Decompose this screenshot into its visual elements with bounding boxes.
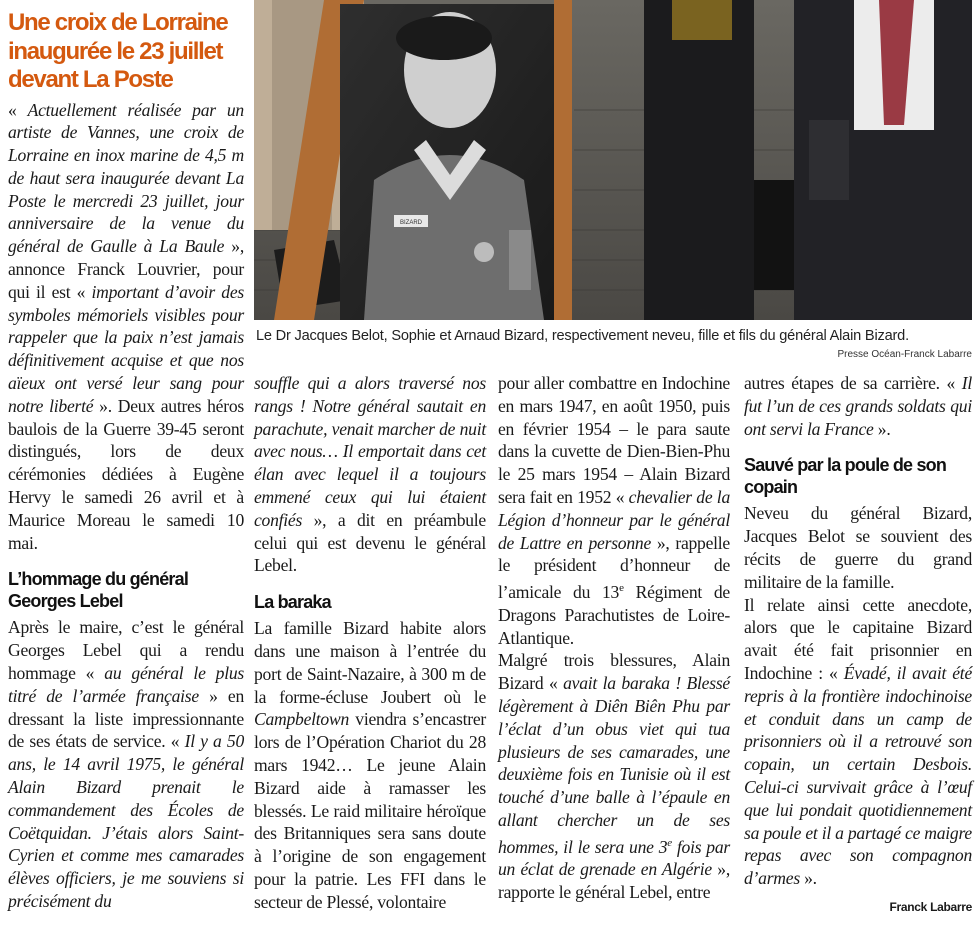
col4-paragraph-1 bbox=[744, 372, 972, 440]
photo-caption: Le Dr Jacques Belot, Sophie et Arnaud Bizard, respectivement neveu, fille et fils du général Alain Bizard. bbox=[256, 328, 909, 344]
text: La famille Bizard habite alors dans une maison à l’entrée du port de Saint-Nazaire, à 300 m de la forme-écluse Joubert où le bbox=[254, 618, 486, 707]
quote: Évadé, il avait été repris à la frontière indochinoise et conduit dans un camp de prisonniers où il a retrouvé son copain, un certain Desbois. Celui-ci survivait grâce à l’œuf que lui pondait quotidiennement sa poule et il a partagé ce maigre repas avec son compagnon d’armes bbox=[744, 662, 972, 889]
text: Neveu du général Bizard, Jacques Belot se souvient des récits de guerre du grand militaire de la famille. bbox=[744, 503, 972, 592]
ship-name: Campbeltown bbox=[254, 709, 349, 730]
quote: chevalier de la Légion d’honneur par le général de Lattre en personne bbox=[498, 486, 730, 553]
text: ». bbox=[873, 418, 891, 439]
text: « bbox=[8, 99, 28, 120]
col3-paragraph-2 bbox=[498, 649, 730, 904]
column-1 bbox=[8, 0, 244, 913]
column-4 bbox=[744, 372, 972, 914]
text: viendra s’encastrer lors de l’Opération Chariot du 28 mars 1942… Le jeune Alain Bizard aide à ramasser les blessés. Le raid militaire héroïque des Britanniques sera sans doute à l’origine de son engagement pour la patrie. Les FFI dans le secteur de Plessé, volontaire bbox=[254, 709, 486, 912]
col4-paragraph-2 bbox=[744, 502, 972, 593]
photo-illustration bbox=[254, 0, 972, 320]
article-photo bbox=[254, 0, 972, 320]
quote: avait la baraka ! Blessé légèrement à Diên Biên Phu par l’éclat d’un obus viet qui tua plusieurs de ses camarades, une deuxième fois en Tunisie où il est touché d’une balle à l’épaule en allant chercher un de ses hommes, il le sera une 3 bbox=[498, 673, 730, 857]
subhead-poule: Sauvé par la poule de son copain bbox=[744, 455, 947, 498]
quote: Il fut l’un de ces grands soldats qui ont servi la France bbox=[744, 373, 972, 439]
text: Malgré trois blessures, Alain Bizard « bbox=[498, 650, 730, 694]
text: ». Deux autres héros baulois de la Guerre 39-45 seront distingués, lors de deux cérémonies dédiées à Eugène Hervy le samedi 26 avril et à Maurice Moreau le samedi 10 mai. bbox=[8, 395, 244, 553]
text: Après le maire, c’est le général Georges Lebel qui a rendu hommage « bbox=[8, 617, 244, 684]
text: pour aller combattre en Indochine en mars 1947, en août 1950, puis en février 1954 – le para saute dans la cuvette de Dien-Bien-Phu le 25 mars 1954 – Alain Bizard sera fait en 1952 « bbox=[498, 373, 730, 507]
text: », annonce Franck Louvrier, pour qui il est « bbox=[8, 236, 244, 302]
quote: souffle qui a alors traversé nos rangs ! Notre général sautait en parachute, venait marcher de nuit avec nous… Il emportait dans cet élan avec lequel il a toujours emmené ceux qui lui étaient confiés bbox=[254, 373, 486, 530]
author-signature: Franck Labarre bbox=[889, 899, 972, 914]
quote: fois par un éclat de grenade en Algérie bbox=[498, 836, 730, 880]
photo-credit: Presse Océan-Franck Labarre bbox=[837, 349, 972, 360]
col1-paragraph-2 bbox=[8, 616, 244, 912]
quote: important d’avoir des symboles mémoriels visibles pour rappeler que la paix n’est jamais définitivement acquise et que nos aïeux ont versé leur sang pour notre liberté bbox=[8, 281, 244, 416]
subhead-baraka: La baraka bbox=[254, 592, 331, 613]
text: autres étapes de sa carrière. « bbox=[744, 373, 962, 393]
text: », rappelle le président d’honneur de l’amicale du 13 bbox=[498, 532, 730, 603]
text: Il relate ainsi cette anecdote, alors que le capitaine Bizard avait été fait prisonnier en Indochine : « bbox=[744, 594, 972, 683]
text: Régiment de Dragons Parachutistes de Loire-Atlantique. bbox=[498, 582, 730, 648]
name-tag: BIZARD bbox=[399, 220, 423, 226]
quote: Actuellement réalisée par un artiste de Vannes, une croix de Lorraine en inox marine de 4,5 m de haut sera inaugurée devant La Poste le mercredi 23 juillet, jour anniversaire de la venue du général de Gaulle à La Baule bbox=[8, 99, 244, 257]
text: » en dressant la liste impressionnante de ses états de service. « bbox=[8, 685, 244, 752]
column-3 bbox=[498, 372, 730, 904]
subhead-hommage: L’hommage du général Georges Lebel bbox=[8, 569, 189, 612]
column-2 bbox=[254, 372, 486, 914]
col4-paragraph-3 bbox=[744, 594, 972, 890]
headline: Une croix de Lorraine inaugurée le 23 juillet devant La Poste bbox=[8, 9, 228, 93]
text: », rapporte le général Lebel, entre bbox=[498, 859, 730, 903]
col2-paragraph-2 bbox=[254, 617, 486, 913]
superscript: e bbox=[667, 836, 672, 849]
col2-paragraph-1 bbox=[254, 372, 486, 577]
superscript: e bbox=[619, 582, 624, 595]
quote: au général le plus titré de l’armée française bbox=[8, 663, 244, 706]
quote: Il y a 50 ans, le 14 avril 1975, le général Alain Bizard prenait le commandement des Écoles de Coëtquidan. J’étais alors Saint-Cyrien et comme mes camarades élèves officiers, je me souviens si précisément du bbox=[8, 731, 244, 911]
text: », a dit en préambule celui qui est devenu le général Lebel. bbox=[254, 509, 486, 576]
col1-paragraph-1 bbox=[8, 99, 244, 555]
col3-paragraph-1 bbox=[498, 372, 730, 649]
text: ». bbox=[799, 868, 817, 889]
